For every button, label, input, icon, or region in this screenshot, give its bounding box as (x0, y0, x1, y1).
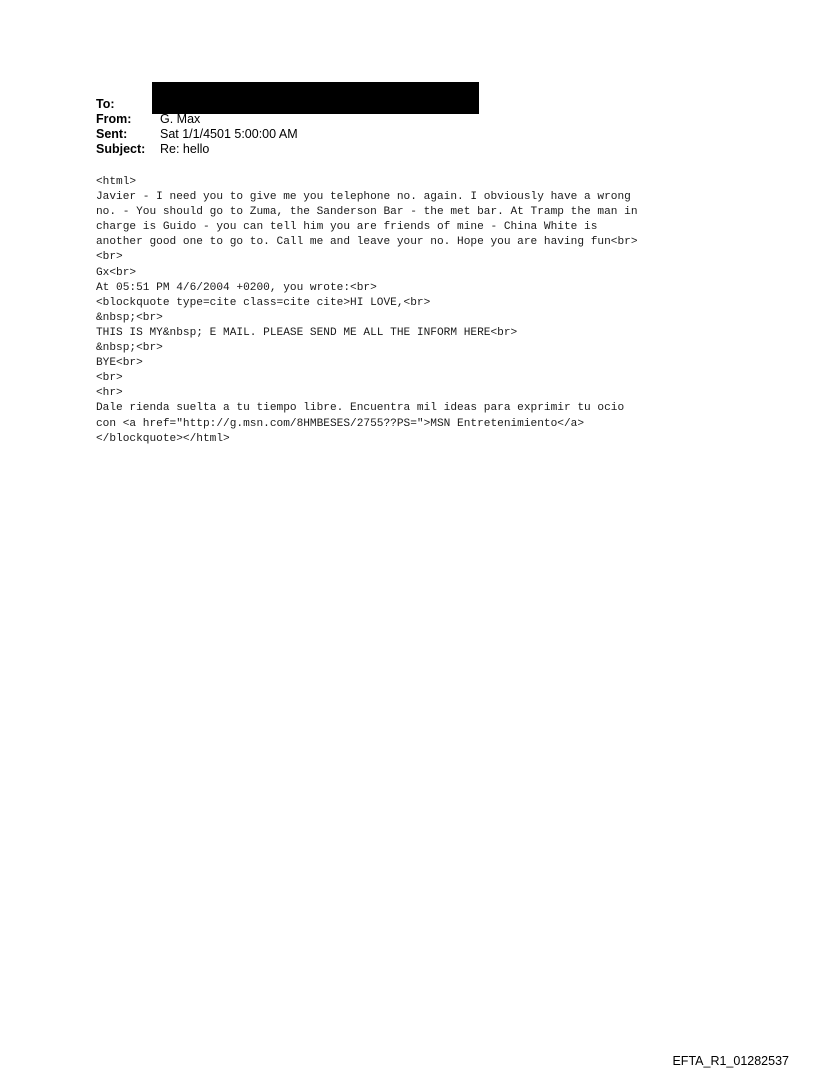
from-row (96, 112, 298, 127)
body-line: con <a href="http://g.msn.com/8HMBESES/2755??PS=">MSN Entretenimiento</a> (96, 417, 585, 430)
body-line: BYE<br> (96, 357, 143, 370)
body-line: <br> (96, 372, 123, 385)
sent-value: Sat 1/1/4501 5:00:00 AM (160, 127, 298, 141)
body-line: Javier - I need you to give me you telephone no. again. I obviously have a wrong (96, 191, 631, 204)
subject-row (96, 142, 298, 157)
body-line: <br> (96, 251, 123, 264)
body-line: &nbsp;<br> (96, 311, 163, 324)
from-value: G. Max (160, 112, 201, 126)
email-header (96, 97, 298, 157)
body-line: &nbsp;<br> (96, 342, 163, 355)
to-row (96, 97, 298, 112)
body-line: At 05:51 PM 4/6/2004 +0200, you wrote:<br> (96, 281, 377, 294)
body-line: no. - You should go to Zuma, the Sanderson Bar - the met bar. At Tramp the man in (96, 206, 638, 219)
body-line: another good one to go to. Call me and leave your no. Hope you are having fun<br> (96, 236, 638, 249)
body-line: <blockquote type=cite class=cite cite>HI LOVE,<br> (96, 296, 431, 309)
body-line: <html> (96, 176, 137, 188)
to-label: To: (96, 97, 115, 111)
sent-row (96, 127, 298, 142)
sent-label: Sent: (96, 127, 128, 141)
email-body (96, 175, 638, 447)
body-line: </blockquote></html> (96, 432, 230, 445)
subject-label: Subject: (96, 142, 146, 156)
body-line: <hr> (96, 387, 123, 400)
body-line: THIS IS MY&nbsp; E MAIL. PLEASE SEND ME ALL THE INFORM HERE<br> (96, 326, 518, 339)
document-id: EFTA_R1_01282537 (672, 1054, 789, 1068)
from-label: From: (96, 112, 132, 126)
body-line: charge is Guido - you can tell him you are friends of mine - China White is (96, 221, 598, 234)
body-line: Dale rienda suelta a tu tiempo libre. Encuentra mil ideas para exprimir tu ocio (96, 402, 625, 415)
body-line: Gx<br> (96, 266, 137, 279)
subject-value: Re: hello (160, 142, 210, 156)
